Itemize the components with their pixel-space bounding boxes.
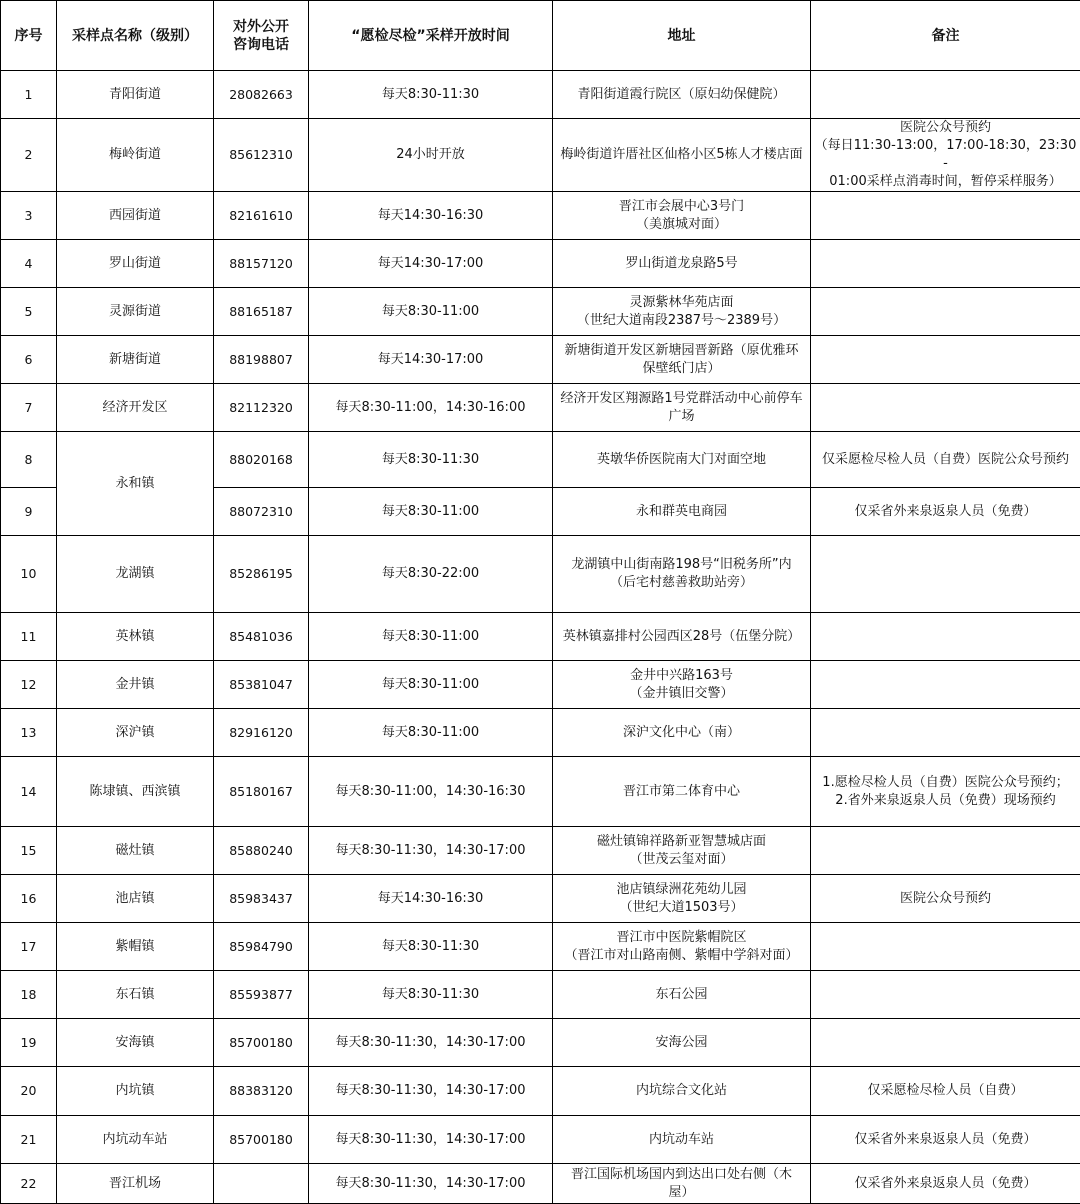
cell-note bbox=[811, 240, 1080, 288]
cell-open-time: 每天8:30-11:00 bbox=[309, 709, 553, 757]
cell-address-line: 新塘街道开发区新塘园晋新路（原优雅环 bbox=[555, 342, 808, 360]
cell-address-line: 安海公园 bbox=[555, 1034, 808, 1052]
cell-address-line: 永和群英电商园 bbox=[555, 503, 808, 521]
cell-address bbox=[553, 1116, 811, 1164]
cell-address-line: 灵源紫林华苑店面 bbox=[555, 294, 808, 312]
cell-address-line: （后宅村慈善救助站旁） bbox=[555, 574, 808, 592]
cell-site-name: 永和镇 bbox=[57, 432, 214, 536]
cell-note bbox=[811, 875, 1080, 923]
cell-phone: 85984790 bbox=[214, 923, 309, 971]
cell-address-line: 晋江市第二体育中心 bbox=[555, 783, 808, 801]
cell-open-time: 每天8:30-11:30 bbox=[309, 971, 553, 1019]
cell-site-name: 金井镇 bbox=[57, 661, 214, 709]
cell-address-line: 晋江市中医院紫帽院区 bbox=[555, 929, 808, 947]
cell-phone: 88072310 bbox=[214, 488, 309, 536]
cell-phone: 85381047 bbox=[214, 661, 309, 709]
cell-seq: 20 bbox=[1, 1067, 57, 1116]
cell-seq: 11 bbox=[1, 613, 57, 661]
cell-open-time: 每天8:30-22:00 bbox=[309, 536, 553, 613]
table-row bbox=[1, 71, 1080, 119]
cell-site-name: 内坑动车站 bbox=[57, 1116, 214, 1164]
cell-note bbox=[811, 1067, 1080, 1116]
cell-note bbox=[811, 192, 1080, 240]
table-row bbox=[1, 384, 1080, 432]
cell-address-line: 磁灶镇锦祥路新亚智慧城店面 bbox=[555, 833, 808, 851]
cell-address bbox=[553, 336, 811, 384]
cell-phone: 88198807 bbox=[214, 336, 309, 384]
table-row bbox=[1, 971, 1080, 1019]
cell-note bbox=[811, 536, 1080, 613]
cell-phone: 85612310 bbox=[214, 119, 309, 192]
cell-site-name: 西园街道 bbox=[57, 192, 214, 240]
cell-seq: 6 bbox=[1, 336, 57, 384]
table-row bbox=[1, 336, 1080, 384]
cell-note-line: 仅采省外来泉返泉人员（免费） bbox=[813, 503, 1078, 521]
cell-seq: 16 bbox=[1, 875, 57, 923]
cell-address-line: （金井镇旧交警） bbox=[555, 685, 808, 703]
cell-phone: 88383120 bbox=[214, 1067, 309, 1116]
cell-note-line: 仅采愿检尽检人员（自费）医院公众号预约 bbox=[813, 451, 1078, 469]
table-header-row bbox=[1, 1, 1080, 71]
cell-address-line: （世纪大道1503号） bbox=[555, 899, 808, 917]
header-phone bbox=[214, 1, 309, 71]
cell-note-line: （每日11:30-13:00，17:00-18:30，23:30- bbox=[813, 137, 1078, 173]
cell-note bbox=[811, 384, 1080, 432]
table-row bbox=[1, 613, 1080, 661]
cell-address bbox=[553, 613, 811, 661]
header-phone-line1: 对外公开 bbox=[216, 18, 306, 36]
cell-seq: 4 bbox=[1, 240, 57, 288]
cell-seq: 19 bbox=[1, 1019, 57, 1067]
cell-address-line: 青阳街道霞行院区（原妇幼保健院） bbox=[555, 86, 808, 104]
table-row bbox=[1, 757, 1080, 827]
cell-note bbox=[811, 1116, 1080, 1164]
cell-note bbox=[811, 827, 1080, 875]
cell-site-name: 青阳街道 bbox=[57, 71, 214, 119]
cell-address bbox=[553, 240, 811, 288]
table-row bbox=[1, 923, 1080, 971]
table-row bbox=[1, 661, 1080, 709]
cell-address-line: 金井中兴路163号 bbox=[555, 667, 808, 685]
header-site-name: 采样点名称（级别） bbox=[57, 1, 214, 71]
cell-open-time: 每天14:30-16:30 bbox=[309, 875, 553, 923]
cell-note bbox=[811, 613, 1080, 661]
cell-address bbox=[553, 192, 811, 240]
table-row bbox=[1, 536, 1080, 613]
cell-site-name: 磁灶镇 bbox=[57, 827, 214, 875]
cell-address bbox=[553, 661, 811, 709]
cell-site-name: 梅岭街道 bbox=[57, 119, 214, 192]
cell-open-time: 每天8:30-11:00 bbox=[309, 288, 553, 336]
cell-site-name: 深沪镇 bbox=[57, 709, 214, 757]
cell-address bbox=[553, 488, 811, 536]
cell-address-line: 池店镇绿洲花苑幼儿园 bbox=[555, 881, 808, 899]
cell-phone: 85593877 bbox=[214, 971, 309, 1019]
cell-address bbox=[553, 875, 811, 923]
cell-address-line: 广场 bbox=[555, 408, 808, 426]
cell-open-time: 每天14:30-17:00 bbox=[309, 336, 553, 384]
header-open-time: “愿检尽检”采样开放时间 bbox=[309, 1, 553, 71]
cell-address bbox=[553, 923, 811, 971]
cell-seq: 3 bbox=[1, 192, 57, 240]
cell-seq: 13 bbox=[1, 709, 57, 757]
cell-address bbox=[553, 432, 811, 488]
cell-site-name: 龙湖镇 bbox=[57, 536, 214, 613]
cell-address-line: 英墩华侨医院南大门对面空地 bbox=[555, 451, 808, 469]
cell-address-line: 内坑动车站 bbox=[555, 1131, 808, 1149]
cell-site-name: 罗山街道 bbox=[57, 240, 214, 288]
cell-seq: 14 bbox=[1, 757, 57, 827]
cell-address-line: （美旗城对面） bbox=[555, 216, 808, 234]
cell-address-line: （世纪大道南段2387号～2389号） bbox=[555, 312, 808, 330]
cell-site-name: 内坑镇 bbox=[57, 1067, 214, 1116]
table-row bbox=[1, 240, 1080, 288]
cell-seq: 12 bbox=[1, 661, 57, 709]
cell-address-line: 屋） bbox=[555, 1184, 808, 1202]
cell-address-line: 英林镇嘉排村公园西区28号（伍堡分院） bbox=[555, 628, 808, 646]
cell-open-time: 每天14:30-17:00 bbox=[309, 240, 553, 288]
table-row bbox=[1, 1019, 1080, 1067]
cell-note bbox=[811, 709, 1080, 757]
table-row bbox=[1, 119, 1080, 192]
table-row bbox=[1, 1067, 1080, 1116]
cell-note-line: 2.省外来泉返泉人员（免费）现场预约 bbox=[813, 792, 1078, 810]
cell-address-line: 罗山街道龙泉路5号 bbox=[555, 255, 808, 273]
table-row bbox=[1, 288, 1080, 336]
cell-open-time: 每天8:30-11:00，14:30-16:30 bbox=[309, 757, 553, 827]
cell-note bbox=[811, 971, 1080, 1019]
cell-open-time: 每天8:30-11:30 bbox=[309, 923, 553, 971]
cell-address-line: 梅岭街道许厝社区仙格小区5栋人才楼店面 bbox=[555, 146, 808, 164]
cell-open-time: 每天8:30-11:30，14:30-17:00 bbox=[309, 1067, 553, 1116]
cell-note bbox=[811, 661, 1080, 709]
cell-note-line: 01:00采样点消毒时间，暂停采样服务） bbox=[813, 173, 1078, 191]
cell-seq: 17 bbox=[1, 923, 57, 971]
cell-note bbox=[811, 923, 1080, 971]
cell-phone: 88157120 bbox=[214, 240, 309, 288]
cell-address bbox=[553, 1067, 811, 1116]
cell-note bbox=[811, 71, 1080, 119]
cell-phone: 82161610 bbox=[214, 192, 309, 240]
cell-phone: 82112320 bbox=[214, 384, 309, 432]
cell-seq: 7 bbox=[1, 384, 57, 432]
table-row bbox=[1, 1116, 1080, 1164]
cell-phone: 82916120 bbox=[214, 709, 309, 757]
cell-site-name: 紫帽镇 bbox=[57, 923, 214, 971]
cell-open-time: 每天8:30-11:30 bbox=[309, 432, 553, 488]
cell-note bbox=[811, 488, 1080, 536]
cell-seq: 2 bbox=[1, 119, 57, 192]
cell-phone: 85286195 bbox=[214, 536, 309, 613]
cell-address bbox=[553, 971, 811, 1019]
cell-address-line: 晋江市会展中心3号门 bbox=[555, 198, 808, 216]
cell-address bbox=[553, 709, 811, 757]
cell-open-time: 每天8:30-11:00 bbox=[309, 613, 553, 661]
cell-address bbox=[553, 384, 811, 432]
cell-seq: 1 bbox=[1, 71, 57, 119]
cell-open-time: 每天8:30-11:00 bbox=[309, 488, 553, 536]
cell-note bbox=[811, 757, 1080, 827]
cell-address bbox=[553, 827, 811, 875]
cell-seq: 9 bbox=[1, 488, 57, 536]
table-row bbox=[1, 827, 1080, 875]
cell-phone: 88020168 bbox=[214, 432, 309, 488]
cell-open-time: 每天8:30-11:30，14:30-17:00 bbox=[309, 1116, 553, 1164]
header-note: 备注 bbox=[811, 1, 1080, 71]
cell-site-name: 晋江机场 bbox=[57, 1164, 214, 1204]
cell-site-name: 东石镇 bbox=[57, 971, 214, 1019]
cell-address-line: 保壁纸门店） bbox=[555, 360, 808, 378]
cell-seq: 22 bbox=[1, 1164, 57, 1204]
cell-open-time: 每天14:30-16:30 bbox=[309, 192, 553, 240]
cell-address-line: 龙湖镇中山街南路198号“旧税务所”内 bbox=[555, 556, 808, 574]
cell-note-line: 仅采省外来泉返泉人员（免费） bbox=[813, 1131, 1078, 1149]
cell-open-time: 每天8:30-11:30，14:30-17:00 bbox=[309, 1164, 553, 1204]
cell-note bbox=[811, 1019, 1080, 1067]
cell-open-time: 每天8:30-11:00 bbox=[309, 661, 553, 709]
cell-note bbox=[811, 119, 1080, 192]
cell-seq: 10 bbox=[1, 536, 57, 613]
cell-open-time: 每天8:30-11:30，14:30-17:00 bbox=[309, 827, 553, 875]
cell-phone: 28082663 bbox=[214, 71, 309, 119]
cell-phone: 85180167 bbox=[214, 757, 309, 827]
cell-address bbox=[553, 288, 811, 336]
cell-site-name: 安海镇 bbox=[57, 1019, 214, 1067]
table-row bbox=[1, 432, 1080, 488]
cell-address bbox=[553, 536, 811, 613]
cell-note-line: 医院公众号预约 bbox=[813, 119, 1078, 137]
header-seq: 序号 bbox=[1, 1, 57, 71]
cell-note bbox=[811, 432, 1080, 488]
cell-open-time: 24小时开放 bbox=[309, 119, 553, 192]
cell-site-name: 陈埭镇、西滨镇 bbox=[57, 757, 214, 827]
cell-site-name: 经济开发区 bbox=[57, 384, 214, 432]
cell-seq: 8 bbox=[1, 432, 57, 488]
cell-address bbox=[553, 119, 811, 192]
cell-phone: 85700180 bbox=[214, 1116, 309, 1164]
cell-seq: 15 bbox=[1, 827, 57, 875]
cell-seq: 21 bbox=[1, 1116, 57, 1164]
cell-phone: 85880240 bbox=[214, 827, 309, 875]
table-row bbox=[1, 192, 1080, 240]
cell-open-time: 每天8:30-11:00，14:30-16:00 bbox=[309, 384, 553, 432]
table-row bbox=[1, 709, 1080, 757]
table-row bbox=[1, 875, 1080, 923]
cell-note bbox=[811, 336, 1080, 384]
cell-address-line: （世茂云玺对面） bbox=[555, 851, 808, 869]
cell-address-line: 经济开发区翔源路1号党群活动中心前停车 bbox=[555, 390, 808, 408]
cell-note-line: 1.愿检尽检人员（自费）医院公众号预约； bbox=[813, 774, 1078, 792]
cell-seq: 18 bbox=[1, 971, 57, 1019]
cell-phone: 88165187 bbox=[214, 288, 309, 336]
cell-note-line: 仅采省外来泉返泉人员（免费） bbox=[813, 1175, 1078, 1193]
cell-open-time: 每天8:30-11:30，14:30-17:00 bbox=[309, 1019, 553, 1067]
cell-address-line: 深沪文化中心（南） bbox=[555, 724, 808, 742]
cell-note bbox=[811, 288, 1080, 336]
cell-address-line: 内坑综合文化站 bbox=[555, 1082, 808, 1100]
header-phone-line2: 咨询电话 bbox=[216, 36, 306, 54]
cell-note-line: 医院公众号预约 bbox=[813, 890, 1078, 908]
cell-site-name: 英林镇 bbox=[57, 613, 214, 661]
cell-phone: 85700180 bbox=[214, 1019, 309, 1067]
cell-address bbox=[553, 71, 811, 119]
cell-phone: 85983437 bbox=[214, 875, 309, 923]
cell-site-name: 池店镇 bbox=[57, 875, 214, 923]
cell-open-time: 每天8:30-11:30 bbox=[309, 71, 553, 119]
cell-address-line: （晋江市对山路南侧、紫帽中学斜对面） bbox=[555, 947, 808, 965]
cell-address bbox=[553, 757, 811, 827]
header-address: 地址 bbox=[553, 1, 811, 71]
cell-address-line: 晋江国际机场国内到达出口处右侧（木 bbox=[555, 1166, 808, 1184]
cell-seq: 5 bbox=[1, 288, 57, 336]
cell-site-name: 灵源街道 bbox=[57, 288, 214, 336]
cell-site-name: 新塘街道 bbox=[57, 336, 214, 384]
table-body bbox=[1, 71, 1080, 1204]
cell-note-line: 仅采愿检尽检人员（自费） bbox=[813, 1082, 1078, 1100]
cell-address bbox=[553, 1019, 811, 1067]
cell-address-line: 东石公园 bbox=[555, 986, 808, 1004]
cell-phone: 85481036 bbox=[214, 613, 309, 661]
